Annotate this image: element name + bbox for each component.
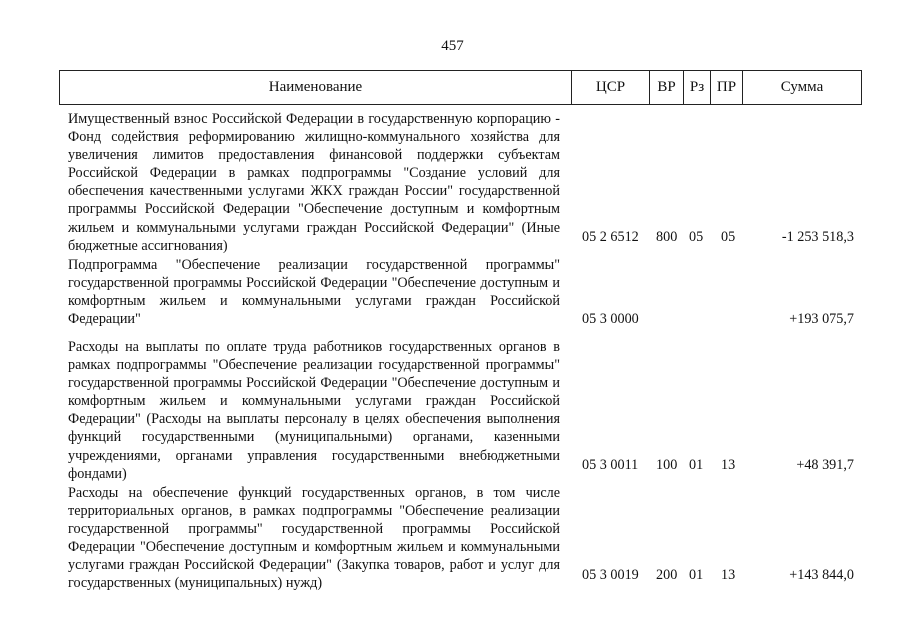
header-pr: ПР: [710, 71, 742, 104]
header-sum: Сумма: [742, 71, 862, 104]
row-pr: 05: [721, 228, 736, 245]
row-vr: 800: [656, 228, 678, 245]
row-name: Подпрограмма "Обеспечение реализации государственной программы" государственной программы Российской Федерации "Обеспечение доступным и комфортным жильем и коммунальными услугами граждан Российской Федерации": [68, 257, 560, 328]
header-rz: Рз: [683, 71, 710, 104]
row-pr: 13: [721, 456, 736, 473]
row-sum: +143 844,0: [789, 566, 854, 583]
header-name: Наименование: [59, 71, 571, 104]
table-row: [59, 110, 862, 254]
row-rz: 01: [689, 456, 704, 473]
row-sum: -1 253 518,3: [781, 228, 854, 245]
row-csr: 05 2 6512: [582, 228, 639, 245]
row-vr: 100: [656, 456, 678, 473]
row-name: Имущественный взнос Российской Федерации в государственную корпорацию - Фонд содействия реформированию жилищно-коммунального хозяйства для увеличения лимитов предоставления финансовой поддержки субъектам Российской Федерации в рамках подпрограммы "Создание условий для обеспечения качественными услугами ЖКХ граждан России" государственной программы Российской Федерации "Обеспечение доступным и комфортным жильем и коммунальными услугами граждан Российской Федерации" (Иные бюджетные ассигнования): [68, 111, 560, 254]
table-row: [59, 484, 862, 592]
row-sum: +48 391,7: [796, 456, 854, 473]
row-csr: 05 3 0000: [582, 310, 639, 327]
row-csr: 05 3 0011: [582, 456, 639, 473]
table-header: [59, 70, 862, 105]
page-number: 457: [441, 38, 464, 54]
table-row: [59, 256, 862, 328]
row-sum: +193 075,7: [789, 310, 854, 327]
row-rz: 05: [689, 228, 704, 245]
header-csr: ЦСР: [571, 71, 649, 104]
header-vr: ВР: [649, 71, 683, 104]
row-name: Расходы на обеспечение функций государственных органов, в том числе территориальных органов, в рамках подпрограммы "Обеспечение реализации государственной программы" государственной программы Российской Федерации "Обеспечение доступным и комфортным жильем и коммунальными услугами граждан Российской Федерации" (Закупка товаров, работ и услуг для государственных (муниципальных) нужд): [68, 485, 560, 592]
row-vr: 200: [656, 566, 678, 583]
row-pr: 13: [721, 566, 736, 583]
row-name: Расходы на выплаты по оплате труда работников государственных органов в рамках подпрограммы "Обеспечение реализации государственной программы" государственной программы Российской Федерации "Обеспечение доступным и комфортным жильем и коммунальными услугами граждан Российской Федерации" (Расходы на выплаты персоналу в целях обеспечения выполнения функций государственными (муниципальными) органами, казенными учреждениями, органами управления государственными внебюджетными фондами): [68, 339, 560, 482]
row-csr: 05 3 0019: [582, 566, 639, 583]
table-row: [59, 338, 862, 482]
row-rz: 01: [689, 566, 704, 583]
